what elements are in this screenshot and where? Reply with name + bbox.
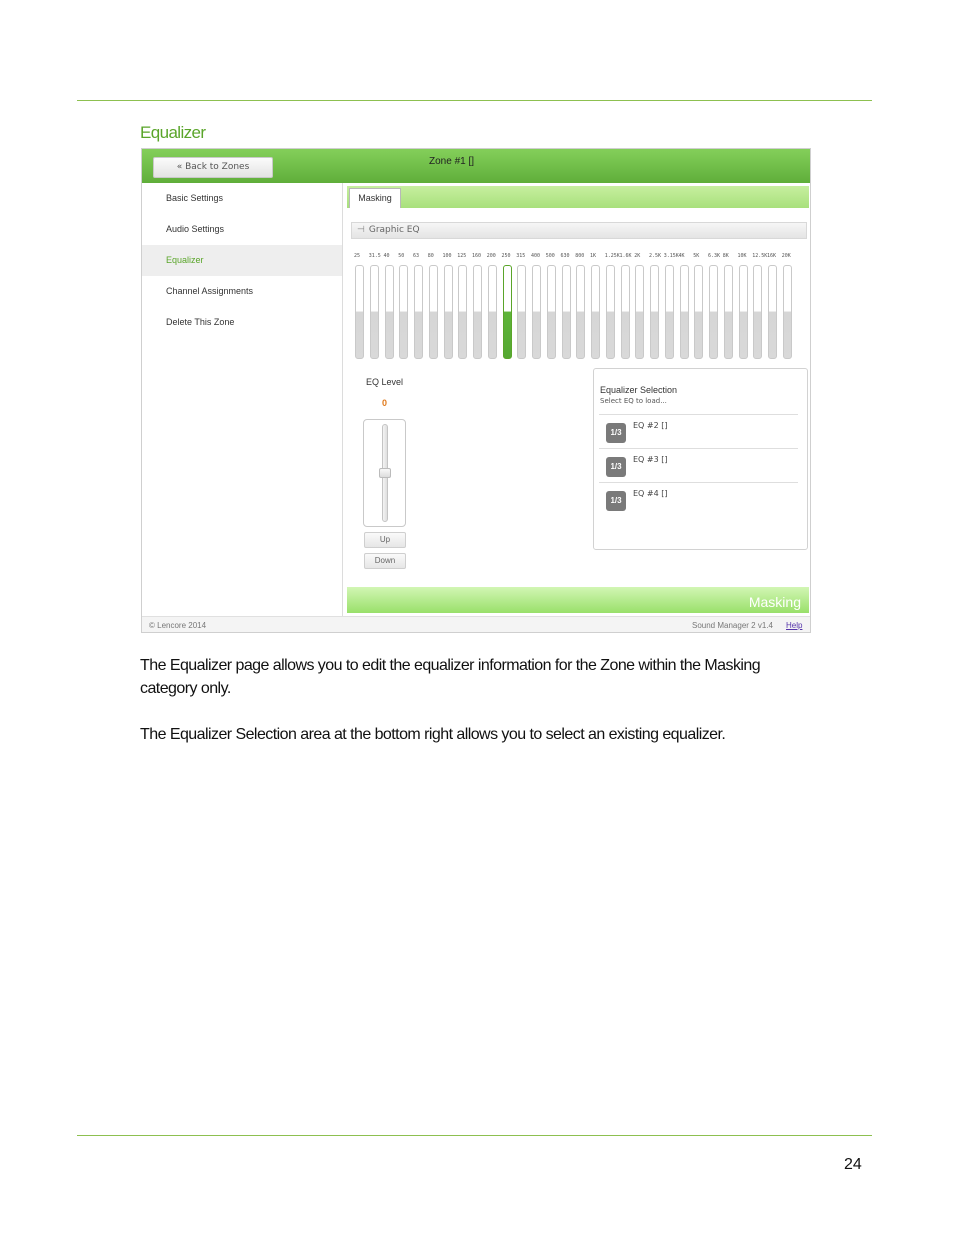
body-paragraph: The Equalizer Selection area at the bottom right allows you to select an existing equalizer.: [140, 726, 726, 743]
frequency-label: 1.25K: [604, 253, 620, 259]
eq-band-slider[interactable]: [709, 265, 718, 359]
sidebar-item-basic-settings[interactable]: Basic Settings: [166, 193, 224, 203]
equalizer-selection-subtitle: Select EQ to load...: [600, 397, 667, 405]
sidebar-item-audio-settings[interactable]: Audio Settings: [166, 224, 225, 234]
eq-band-slider[interactable]: [458, 265, 467, 359]
divider: [599, 448, 798, 449]
app-header: [142, 149, 810, 183]
masking-banner: [347, 587, 809, 613]
sidebar-item-delete-zone[interactable]: Delete This Zone: [166, 317, 235, 327]
frequency-label: 63: [413, 253, 420, 259]
frequency-label: 4K: [678, 253, 685, 259]
frequency-label: 125: [457, 253, 467, 259]
eq-preset-item[interactable]: [606, 421, 796, 443]
graphic-eq-label: Graphic EQ: [368, 225, 420, 235]
eq-preset-item[interactable]: [606, 455, 796, 477]
help-link[interactable]: Help: [786, 621, 803, 630]
up-button[interactable]: Up: [364, 532, 406, 548]
graphic-eq-header[interactable]: [351, 222, 807, 239]
tab-bar: [347, 186, 809, 208]
frequency-label: 315: [516, 253, 526, 259]
eq-level-value: 0: [382, 398, 388, 408]
divider: [599, 482, 798, 483]
equalizer-selection-title: Equalizer Selection: [600, 385, 678, 395]
bottom-rule: [77, 1135, 872, 1136]
frequency-label: 2K: [634, 253, 641, 259]
frequency-label: 40: [383, 253, 390, 259]
frequency-label: 5K: [693, 253, 700, 259]
collapse-icon: ⊣: [357, 225, 365, 235]
frequency-label: 630: [560, 253, 570, 259]
back-to-zones-button[interactable]: « Back to Zones: [153, 157, 273, 178]
eq-band-slider[interactable]: [532, 265, 541, 359]
sidebar-item-equalizer[interactable]: Equalizer: [142, 245, 342, 276]
eq-preset-name: EQ #3 []: [633, 455, 668, 464]
frequency-label: 31.5: [368, 253, 381, 259]
masking-banner-label: Masking: [748, 594, 801, 610]
zone-title: Zone #1 []: [429, 156, 475, 167]
body-paragraph: The Equalizer page allows you to edit the equalizer information for the Zone within the Masking category only.: [140, 657, 761, 697]
frequency-label: 1K: [590, 253, 597, 259]
eq-band-slider[interactable]: [370, 265, 379, 359]
frequency-label: 200: [486, 253, 496, 259]
frequency-label: 400: [531, 253, 541, 259]
frequency-label: 6.3K: [708, 253, 721, 259]
frequency-label: 800: [575, 253, 585, 259]
frequency-label: 1.6K: [619, 253, 632, 259]
eq-band-slider[interactable]: [621, 265, 630, 359]
frequency-label: 250: [501, 253, 511, 259]
top-rule: [77, 100, 872, 101]
app-footer: [142, 616, 810, 633]
eq-band-slider[interactable]: [665, 265, 674, 359]
eq-band-slider[interactable]: [680, 265, 689, 359]
eq-band-slider[interactable]: [547, 265, 556, 359]
sidebar-item-channel-assignments[interactable]: Channel Assignments: [166, 286, 254, 296]
eq-band-slider[interactable]: [429, 265, 438, 359]
frequency-label: 50: [398, 253, 405, 259]
sidebar: [142, 183, 343, 616]
version-label: Sound Manager 2 v1.4: [692, 621, 773, 630]
app-screenshot: [141, 148, 811, 633]
eq-level-handle[interactable]: [379, 468, 391, 478]
down-button[interactable]: Down: [364, 553, 406, 569]
frequency-label: 10K: [737, 253, 747, 259]
section-heading: Equalizer: [140, 123, 206, 142]
eq-preset-name: EQ #4 []: [633, 489, 668, 498]
eq-band-slider[interactable]: [694, 265, 703, 359]
tab-masking[interactable]: Masking: [349, 188, 401, 208]
frequency-label: 3.15K: [663, 253, 679, 259]
equalizer-selection-panel: [593, 368, 808, 550]
frequency-label: 20K: [781, 253, 791, 259]
eq-band-slider[interactable]: [414, 265, 423, 359]
eq-band-slider[interactable]: [517, 265, 526, 359]
frequency-labels: [354, 253, 799, 261]
eq-preset-item[interactable]: [606, 489, 796, 511]
eq-band-slider[interactable]: [355, 265, 364, 359]
eq-band-slider[interactable]: [753, 265, 762, 359]
eq-band-slider[interactable]: [724, 265, 733, 359]
eq-level-label: EQ Level: [366, 377, 404, 387]
eq-band-slider[interactable]: [635, 265, 644, 359]
eq-preset-name: EQ #2 []: [633, 421, 668, 430]
eq-band-slider[interactable]: [650, 265, 659, 359]
divider: [599, 414, 798, 415]
eq-band-slider[interactable]: [562, 265, 571, 359]
copyright: © Lencore 2014: [149, 621, 207, 630]
eq-band-slider[interactable]: [385, 265, 394, 359]
eq-band-slider[interactable]: [488, 265, 497, 359]
frequency-label: 100: [442, 253, 452, 259]
frequency-label: 12.5K: [752, 253, 768, 259]
eq-band-slider[interactable]: [473, 265, 482, 359]
frequency-label: 80: [427, 253, 434, 259]
frequency-label: 500: [545, 253, 555, 259]
frequency-label: 8K: [722, 253, 729, 259]
eq-band-slider[interactable]: [399, 265, 408, 359]
eq-band-slider[interactable]: [768, 265, 777, 359]
eq-preset-badge: 1/3: [606, 423, 626, 443]
eq-band-slider[interactable]: [576, 265, 585, 359]
eq-level-slider[interactable]: [363, 419, 406, 527]
eq-band-slider[interactable]: [444, 265, 453, 359]
eq-band-slider[interactable]: [606, 265, 615, 359]
frequency-label: 25: [354, 253, 361, 259]
eq-preset-badge: 1/3: [606, 457, 626, 477]
eq-preset-badge: 1/3: [606, 491, 626, 511]
frequency-label: 16K: [767, 253, 777, 259]
eq-band-slider[interactable]: [591, 265, 600, 359]
frequency-label: 2.5K: [649, 253, 662, 259]
eq-band-slider[interactable]: [739, 265, 748, 359]
page-number: 24: [844, 1156, 862, 1173]
eq-band-slider[interactable]: [783, 265, 792, 359]
frequency-label: 160: [472, 253, 482, 259]
eq-band-slider[interactable]: [503, 265, 512, 359]
